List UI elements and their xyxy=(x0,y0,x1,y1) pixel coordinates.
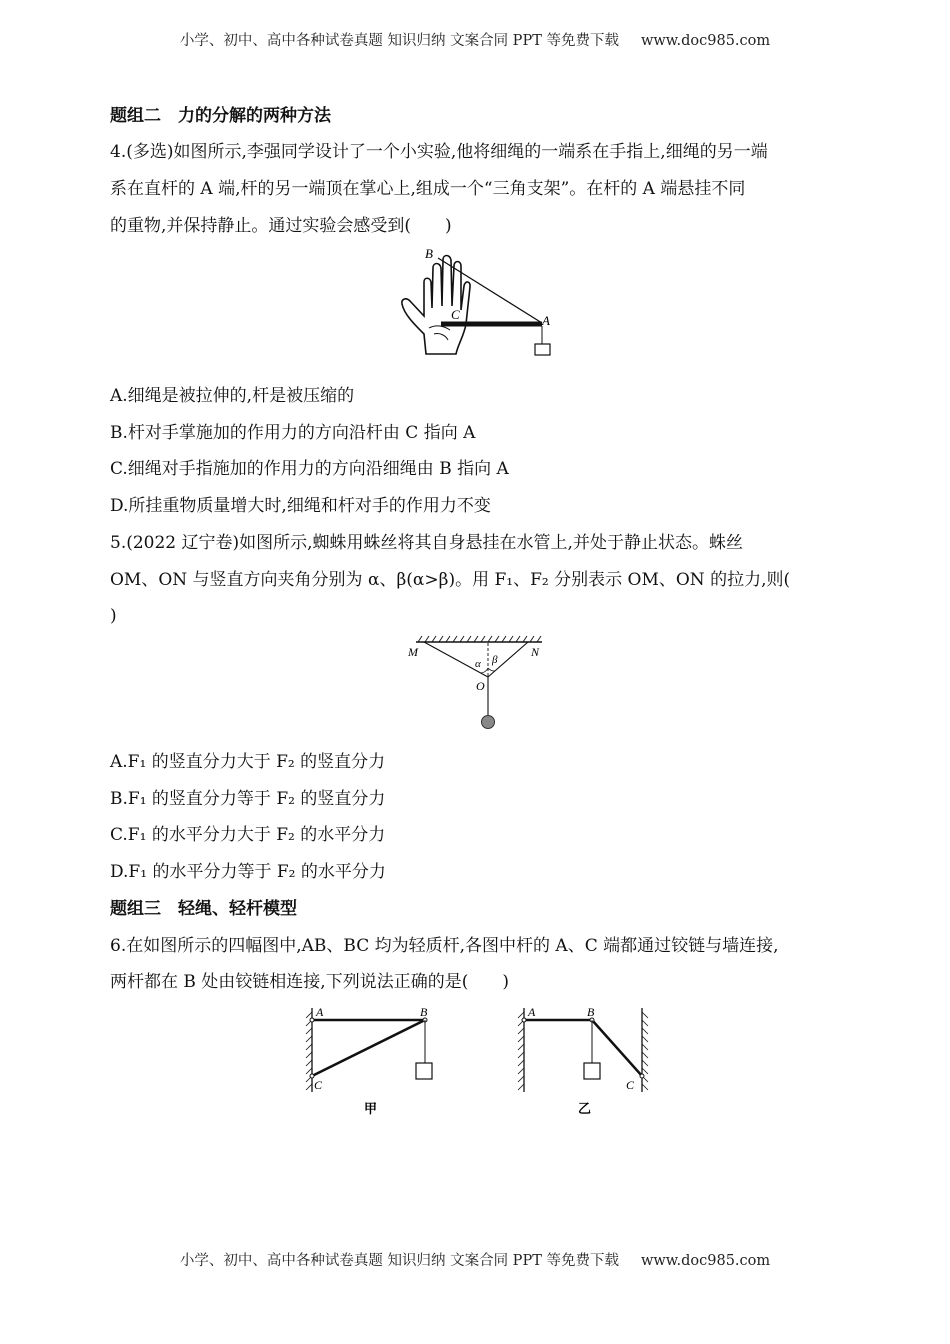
q5-option-c[interactable]: C.F₁ 的水平分力大于 F₂ 的水平分力 xyxy=(110,825,386,845)
q5-option-a[interactable]: A.F₁ 的竖直分力大于 F₂ 的竖直分力 xyxy=(110,752,386,772)
alpha-arc xyxy=(480,668,488,673)
rod-bc xyxy=(312,1020,425,1076)
q4-option-b[interactable]: B.杆对手掌施加的作用力的方向沿杆由 C 指向 A xyxy=(110,423,476,443)
label-n: N xyxy=(531,645,540,659)
label-a: A xyxy=(528,1005,536,1019)
q5-spider-figure xyxy=(400,633,550,733)
pipe-hatching xyxy=(418,636,541,642)
label-a: A xyxy=(542,313,550,328)
section-title-group3: 题组三 轻绳、轻杆模型 xyxy=(110,899,297,919)
q4-stem-line1: 4.(多选)如图所示,李强同学设计了一个小实验,他将细绳的一端系在手指上,细绳的另一端 xyxy=(110,142,768,162)
label-b: B xyxy=(420,1005,428,1019)
footer-text: 小学、初中、高中各种试卷真题 知识归纳 文案合同 PPT 等免费下载 xyxy=(179,1253,619,1269)
label-c: C xyxy=(626,1078,635,1092)
weight-block xyxy=(416,1063,432,1079)
q6-figure-yi xyxy=(512,1000,657,1120)
page-header xyxy=(0,29,950,50)
hinge-a xyxy=(522,1018,526,1022)
q5-option-b[interactable]: B.F₁ 的竖直分力等于 F₂ 的竖直分力 xyxy=(110,789,386,809)
hinge-a xyxy=(310,1018,314,1022)
header-url[interactable]: www.doc985.com xyxy=(640,33,771,49)
header-text: 小学、初中、高中各种试卷真题 知识归纳 文案合同 PPT 等免费下载 xyxy=(179,33,619,49)
q4-option-a[interactable]: A.细绳是被拉伸的,杆是被压缩的 xyxy=(110,386,355,406)
page-footer xyxy=(0,1249,950,1270)
label-b: B xyxy=(587,1005,595,1019)
q5-stem-line1: 5.(2022 辽宁卷)如图所示,蜘蛛用蛛丝将其自身悬挂在水管上,并处于静止状态。蛛丝 xyxy=(110,533,743,553)
q4-hand-figure xyxy=(396,244,564,360)
q5-stem-line2: OM、ON 与竖直方向夹角分别为 α、β(α>β)。用 F₁、F₂ 分别表示 OM、ON 的拉力,则( xyxy=(110,570,791,590)
label-a: A xyxy=(316,1005,324,1019)
q4-stem-line3: 的重物,并保持静止。通过实验会感受到( ) xyxy=(110,216,452,236)
q4-option-d[interactable]: D.所挂重物质量增大时,细绳和杆对手的作用力不变 xyxy=(110,496,491,516)
label-o: O xyxy=(476,679,485,693)
caption-yi: 乙 xyxy=(578,1102,592,1117)
q6-figure-jia xyxy=(300,1000,445,1120)
label-c: C xyxy=(314,1078,323,1092)
label-alpha: α xyxy=(475,658,481,670)
q5-option-d[interactable]: D.F₁ 的水平分力等于 F₂ 的水平分力 xyxy=(110,862,386,882)
q4-stem-line2: 系在直杆的 A 端,杆的另一端顶在掌心上,组成一个“三角支架”。在杆的 A 端悬挂不同 xyxy=(110,179,746,199)
label-c: C xyxy=(451,307,460,322)
left-wall-hatching xyxy=(518,1012,524,1090)
q6-stem-line1: 6.在如图所示的四幅图中,AB、BC 均为轻质杆,各图中杆的 A、C 端都通过铰链与墙连接, xyxy=(110,936,779,956)
hinge-c xyxy=(640,1074,644,1078)
label-m: M xyxy=(408,645,418,659)
footer-url[interactable]: www.doc985.com xyxy=(640,1253,771,1269)
section-title-group2: 题组二 力的分解的两种方法 xyxy=(110,106,331,126)
caption-jia: 甲 xyxy=(364,1102,378,1117)
label-b: B xyxy=(425,246,433,261)
q5-stem-line3: ) xyxy=(110,606,117,626)
q6-stem-line2: 两杆都在 B 处由铰链相连接,下列说法正确的是( ) xyxy=(110,972,509,992)
label-beta: β xyxy=(492,654,498,666)
hand-outline xyxy=(402,256,470,355)
weight-block xyxy=(584,1063,600,1079)
weight-block xyxy=(535,344,550,355)
beta-arc xyxy=(488,668,495,671)
spider-ball xyxy=(482,716,495,729)
q4-option-c[interactable]: C.细绳对手指施加的作用力的方向沿细绳由 B 指向 A xyxy=(110,459,509,479)
